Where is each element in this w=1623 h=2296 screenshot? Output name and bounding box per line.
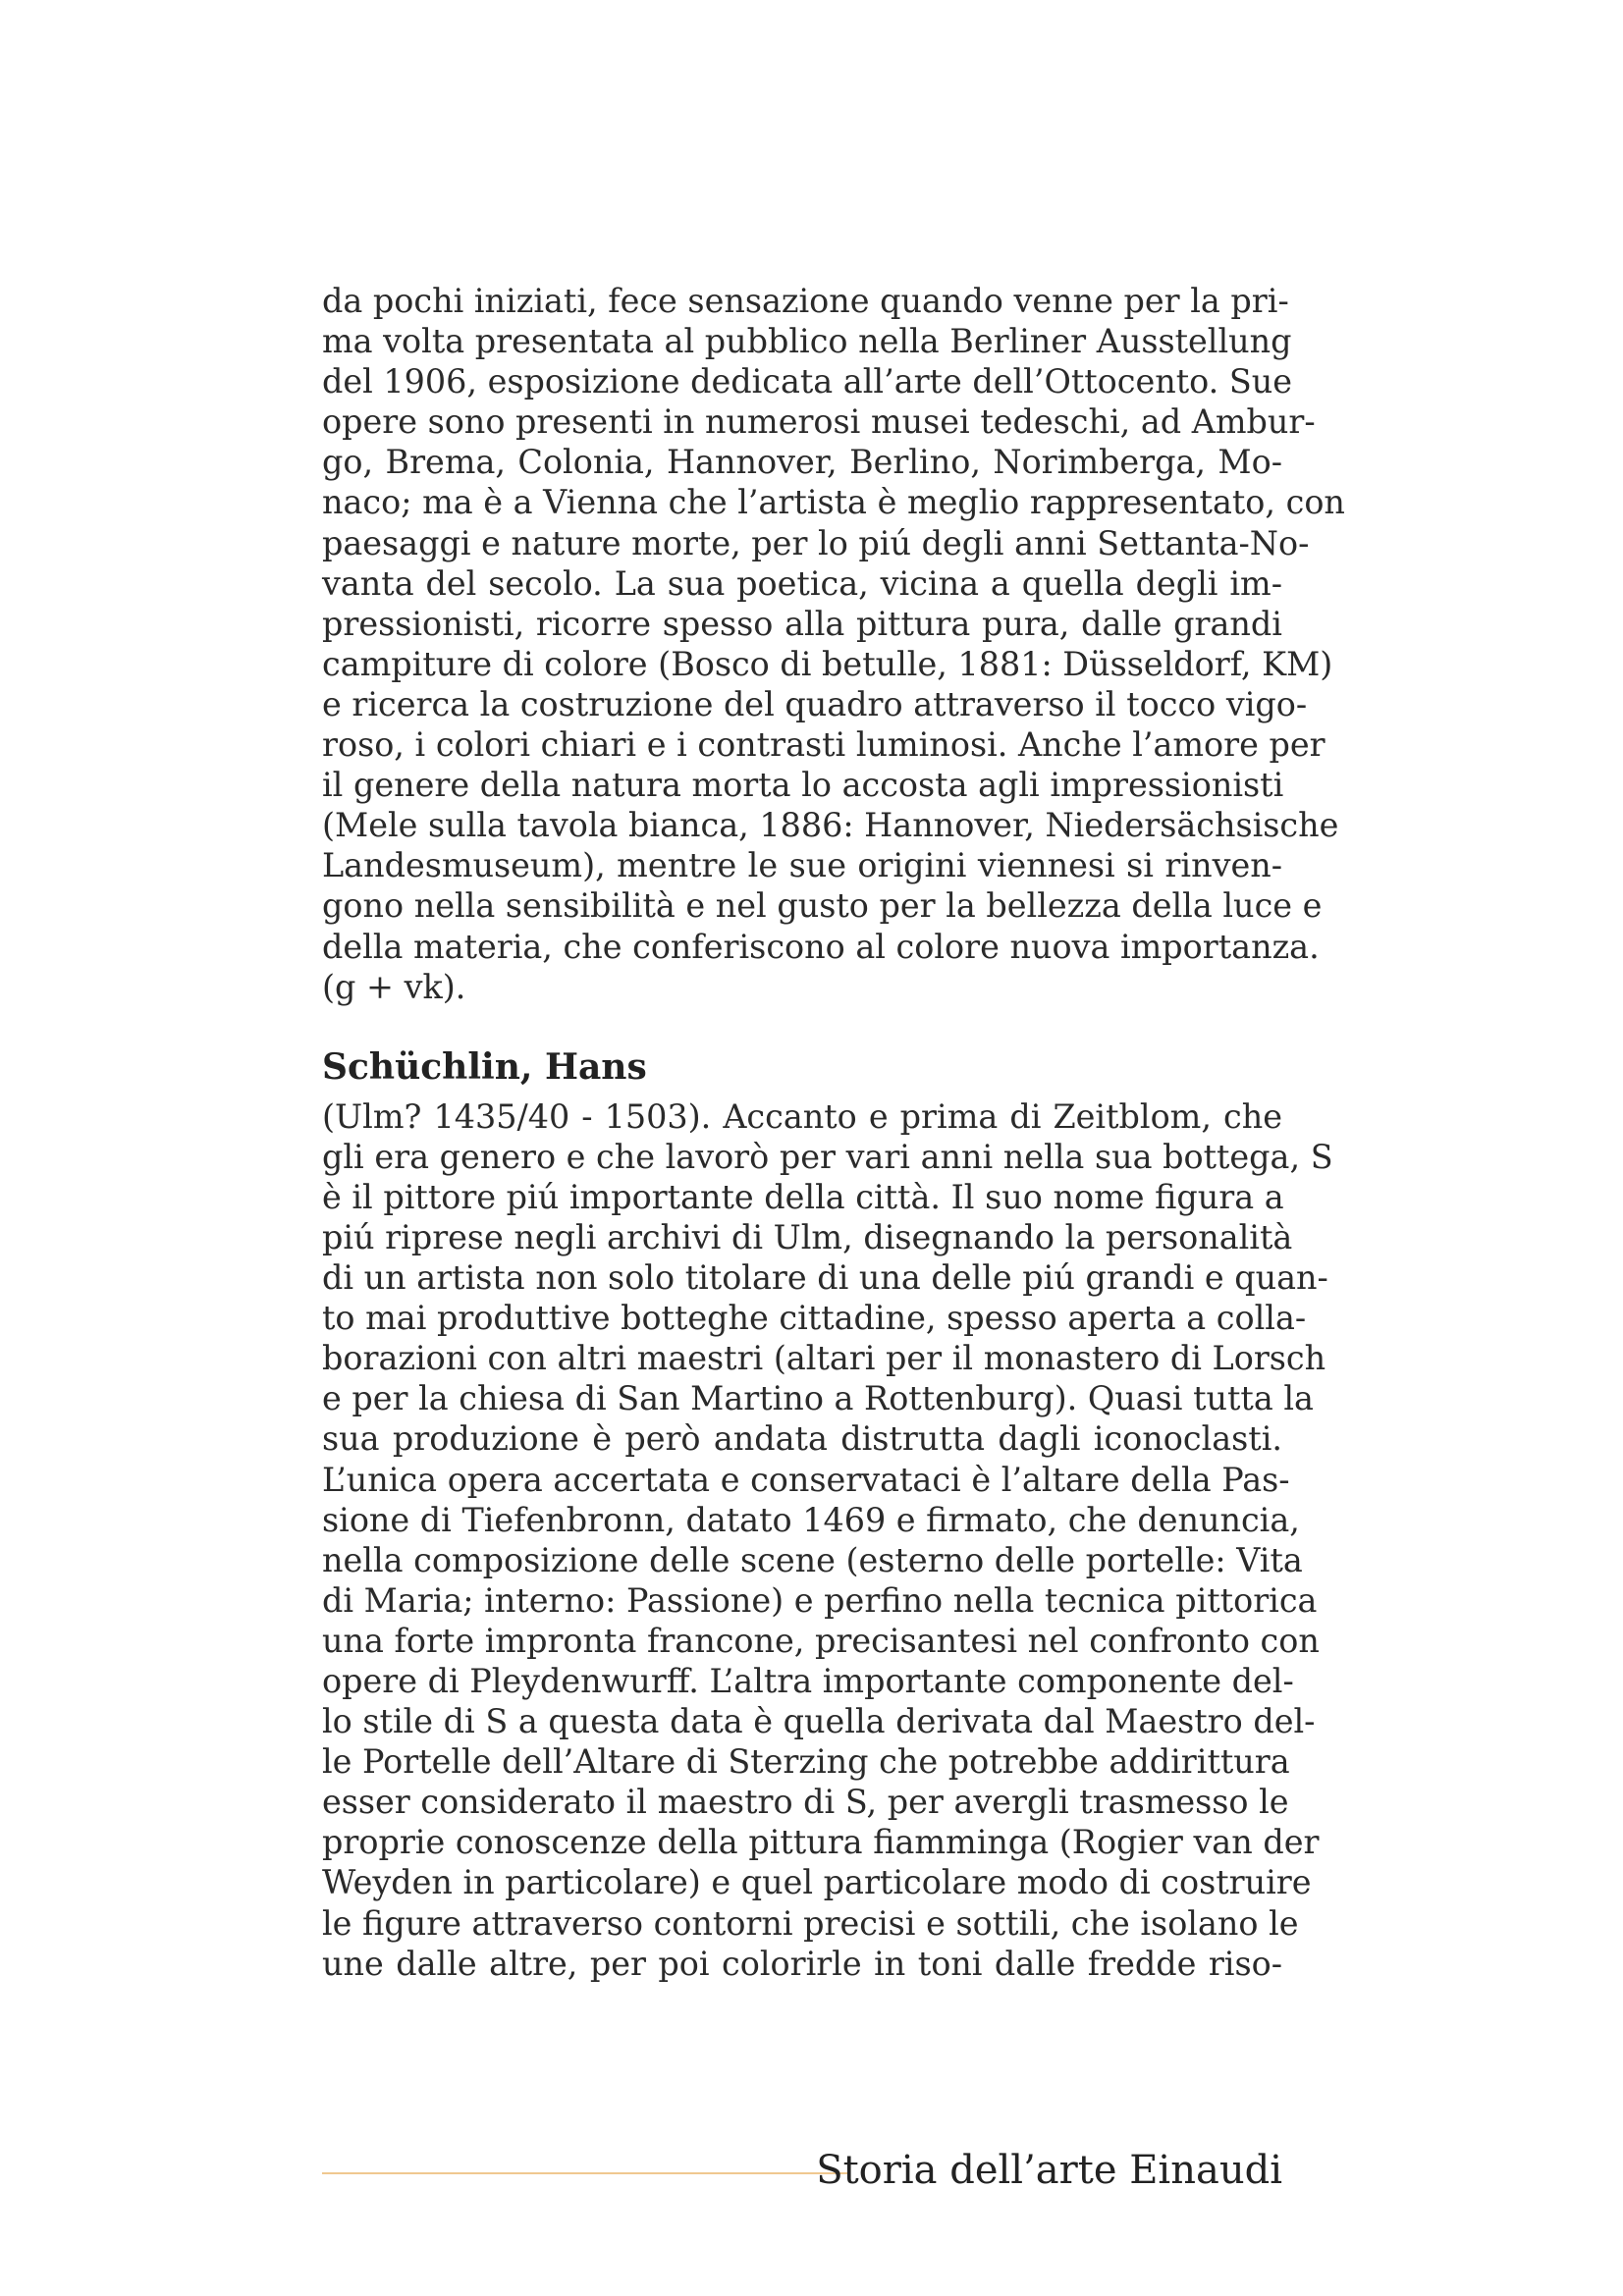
footer-title: Storia dell’arte Einaudi [816, 2148, 1282, 2193]
text-line: campiture di colore (Bosco di betulle, 1881: Düsseldorf, KM) [322, 644, 1333, 683]
text-line: opere sono presenti in numerosi musei tedeschi, ad Ambur- [322, 402, 1316, 442]
text-line: sua produzione è però andata distrutta dagli iconoclasti. [322, 1419, 1282, 1459]
text-line: naco; ma è a Vienna che l’artista è meglio rappresentato, con [322, 483, 1345, 522]
text-line: e ricerca la costruzione del quadro attraverso il tocco vigo- [322, 684, 1308, 723]
text-line: vanta del secolo. La sua poetica, vicina a quella degli im- [322, 563, 1282, 603]
footer-rule [322, 2172, 848, 2174]
text-line: sione di Tiefenbronn, datato 1469 e firmato, che denuncia, [322, 1500, 1300, 1539]
text-line: gli era genero e che lavorò per vari anni nella sua bottega, S [322, 1137, 1333, 1176]
text-line: una forte impronta francone, precisantesi nel confronto con [322, 1621, 1320, 1660]
text-line: to mai produttive botteghe cittadine, spesso aperta a colla- [322, 1299, 1307, 1338]
text-line: borazioni con altri maestri (altari per il monastero di Lorsch [322, 1339, 1326, 1378]
text-line: L’unica opera accertata e conservataci è l’altare della Pas- [322, 1460, 1290, 1499]
text-line: gono nella sensibilità e nel gusto per la bellezza della luce e [322, 886, 1323, 926]
text-line: le Portelle dell’Altare di Sterzing che potrebbe addirittura [322, 1742, 1290, 1782]
text-line: della materia, che conferiscono al colore nuova importanza. [322, 927, 1320, 966]
text-line: nella composizione delle scene (esterno delle portelle: Vita [322, 1540, 1303, 1579]
text-line: (Ulm? 1435/40 - 1503). Accanto e prima di Zeitblom, che [322, 1096, 1282, 1136]
entry-schuchlin [322, 1045, 1333, 1984]
text-line: il genere della natura morta lo accosta agli impressionisti [322, 766, 1284, 805]
text-line: da pochi iniziati, fece sensazione quando venne per la pri- [322, 282, 1289, 320]
entry-heading: Schüchlin, Hans [322, 1045, 647, 1088]
text-line: go, Brema, Colonia, Hannover, Berlino, Norimberga, Mo- [322, 443, 1282, 482]
text-line: del 1906, esposizione dedicata all’arte dell’Ottocento. Sue [322, 362, 1293, 401]
text-line: une dalle altre, per poi colorirle in toni dalle fredde riso- [322, 1944, 1282, 1983]
text-line: piú riprese negli archivi di Ulm, disegnando la personalità [322, 1217, 1293, 1256]
text-line: proprie conoscenze della pittura fiamminga (Rogier van der [322, 1823, 1320, 1862]
text-line: pressionisti, ricorre spesso alla pittura pura, dalle grandi [322, 604, 1282, 643]
text-line: di un artista non solo titolare di una delle piú grandi e quan- [322, 1258, 1328, 1298]
text-column [322, 281, 1345, 1984]
text-line: è il pittore piú importante della città. Il suo nome figura a [322, 1177, 1284, 1216]
text-line: (Mele sulla tavola bianca, 1886: Hannover, Niedersächsische [322, 806, 1339, 845]
author-initials: (g + vk). [322, 967, 466, 1006]
entry-schuch-continuation [322, 281, 1345, 1007]
text-line: paesaggi e nature morte, per lo piú degli anni Settanta-No- [322, 523, 1310, 562]
text-line: ma volta presentata al pubblico nella Berliner Ausstellung [322, 322, 1292, 361]
text-line: esser considerato il maestro di S, per avergli trasmesso le [322, 1783, 1289, 1822]
text-line: opere di Pleydenwurff. L’altra importante componente del- [322, 1662, 1294, 1700]
text-line: Weyden in particolare) e quel particolare modo di costruire [322, 1863, 1312, 1902]
text-line: Landesmuseum), mentre le sue origini viennesi si rinven- [322, 846, 1282, 885]
text-line: lo stile di S a questa data è quella derivata dal Maestro del- [322, 1702, 1316, 1741]
text-line: le figure attraverso contorni precisi e sottili, che isolano le [322, 1903, 1299, 1943]
text-line: di Maria; interno: Passione) e perfino nella tecnica pittorica [322, 1580, 1318, 1620]
text-line: roso, i colori chiari e i contrasti luminosi. Anche l’amore per [322, 725, 1325, 765]
text-line: e per la chiesa di San Martino a Rottenburg). Quasi tutta la [322, 1379, 1314, 1418]
entry-separator [322, 1007, 1282, 1045]
